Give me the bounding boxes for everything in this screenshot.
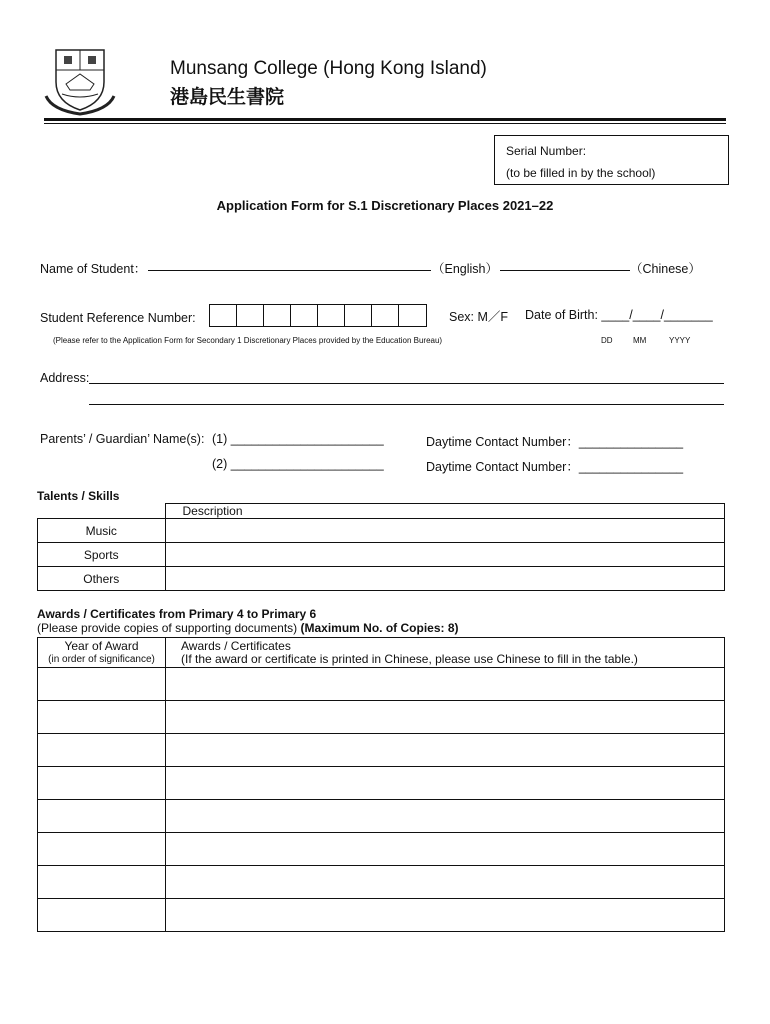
talent-description-sports[interactable] [165,543,725,567]
contact-number-1-field[interactable]: Daytime Contact Number：_______________ [426,435,684,449]
awards-supporting-note: (Please provide copies of supporting documents) [37,621,298,635]
award-name-cell[interactable] [166,899,725,932]
award-year-cell[interactable] [38,767,166,800]
english-name-field[interactable] [148,270,431,271]
award-year-cell[interactable] [38,668,166,701]
awards-subheading [37,621,459,635]
sex-field[interactable]: Sex: M／F [449,310,509,324]
talent-label-sports: Sports [38,543,166,567]
ref-number-note: (Please refer to the Application Form for Secondary 1 Discretionary Places provided by the Education Bureau) [53,336,443,345]
talent-label-music: Music [38,519,166,543]
awards-max-copies: (Maximum No. of Copies: 8) [300,621,459,635]
school-crest-logo [42,44,118,116]
ref-digit-box[interactable] [372,305,399,326]
parent-name-2-field[interactable]: (2) ______________________ [212,457,384,471]
school-name-chinese: 港島民生書院 [170,87,285,108]
award-name-cell[interactable] [166,734,725,767]
awards-certificates-sub: (If the award or certificate is printed in Chinese, please use Chinese to fill in the table.) [181,651,638,666]
talents-table [37,503,725,591]
chinese-name-field[interactable] [500,270,630,271]
address-label: Address: [40,371,90,385]
ref-number-label: Student Reference Number: [40,311,196,325]
parent-name-1-field[interactable]: (1) ______________________ [212,432,384,446]
address-line-1[interactable] [89,383,724,384]
award-name-cell[interactable] [166,767,725,800]
address-line-2[interactable] [89,404,724,405]
ref-digit-box[interactable] [291,305,318,326]
ref-digit-box[interactable] [318,305,345,326]
serial-number-note: (to be filled in by the school) [506,166,656,180]
header-rule-thick [44,118,726,121]
ref-digit-box[interactable] [264,305,291,326]
award-year-cell[interactable] [38,734,166,767]
ref-number-boxes[interactable] [209,304,427,327]
description-header: Description [165,504,725,519]
awards-certificates-title: Awards / Certificates [181,638,291,653]
award-name-cell[interactable] [166,866,725,899]
award-name-cell[interactable] [166,668,725,701]
header-rule-thin [44,123,726,124]
awards-heading: Awards / Certificates from Primary 4 to Primary 6 [37,607,317,621]
form-title: Application Form for S.1 Discretionary Places 2021–22 [216,198,554,213]
award-year-cell[interactable] [38,701,166,734]
talent-description-others[interactable] [165,567,725,591]
talents-heading: Talents / Skills [37,489,120,503]
award-name-cell[interactable] [166,701,725,734]
dob-dd-hint: DD [601,336,613,345]
english-label: （English） [432,262,498,276]
school-name-english: Munsang College (Hong Kong Island) [170,58,487,79]
award-name-cell[interactable] [166,833,725,866]
year-of-award-title: Year of Award [64,638,139,653]
talent-label-others: Others [38,567,166,591]
talent-description-music[interactable] [165,519,725,543]
parents-label: Parents’ / Guardian’ Name(s): [40,432,205,446]
year-of-award-header [38,638,166,668]
ref-digit-box[interactable] [345,305,372,326]
date-of-birth-field[interactable]: Date of Birth: ____/____/_______ [525,308,713,322]
award-year-cell[interactable] [38,833,166,866]
dob-mm-hint: MM [633,336,647,345]
dob-yyyy-hint: YYYY [669,336,691,345]
awards-table [37,637,725,932]
award-name-cell[interactable] [166,800,725,833]
serial-number-label: Serial Number: [506,144,587,158]
awards-certificates-header [166,638,725,668]
award-year-cell[interactable] [38,800,166,833]
award-year-cell[interactable] [38,866,166,899]
ref-digit-box[interactable] [210,305,237,326]
talents-corner-cell [38,504,166,519]
year-of-award-sub: (in order of significance) [48,653,155,665]
ref-digit-box[interactable] [399,305,426,326]
chinese-label: （Chinese） [630,262,701,276]
student-name-label: Name of Student： [40,262,147,276]
contact-number-2-field[interactable]: Daytime Contact Number：_______________ [426,460,684,474]
ref-digit-box[interactable] [237,305,264,326]
award-year-cell[interactable] [38,899,166,932]
